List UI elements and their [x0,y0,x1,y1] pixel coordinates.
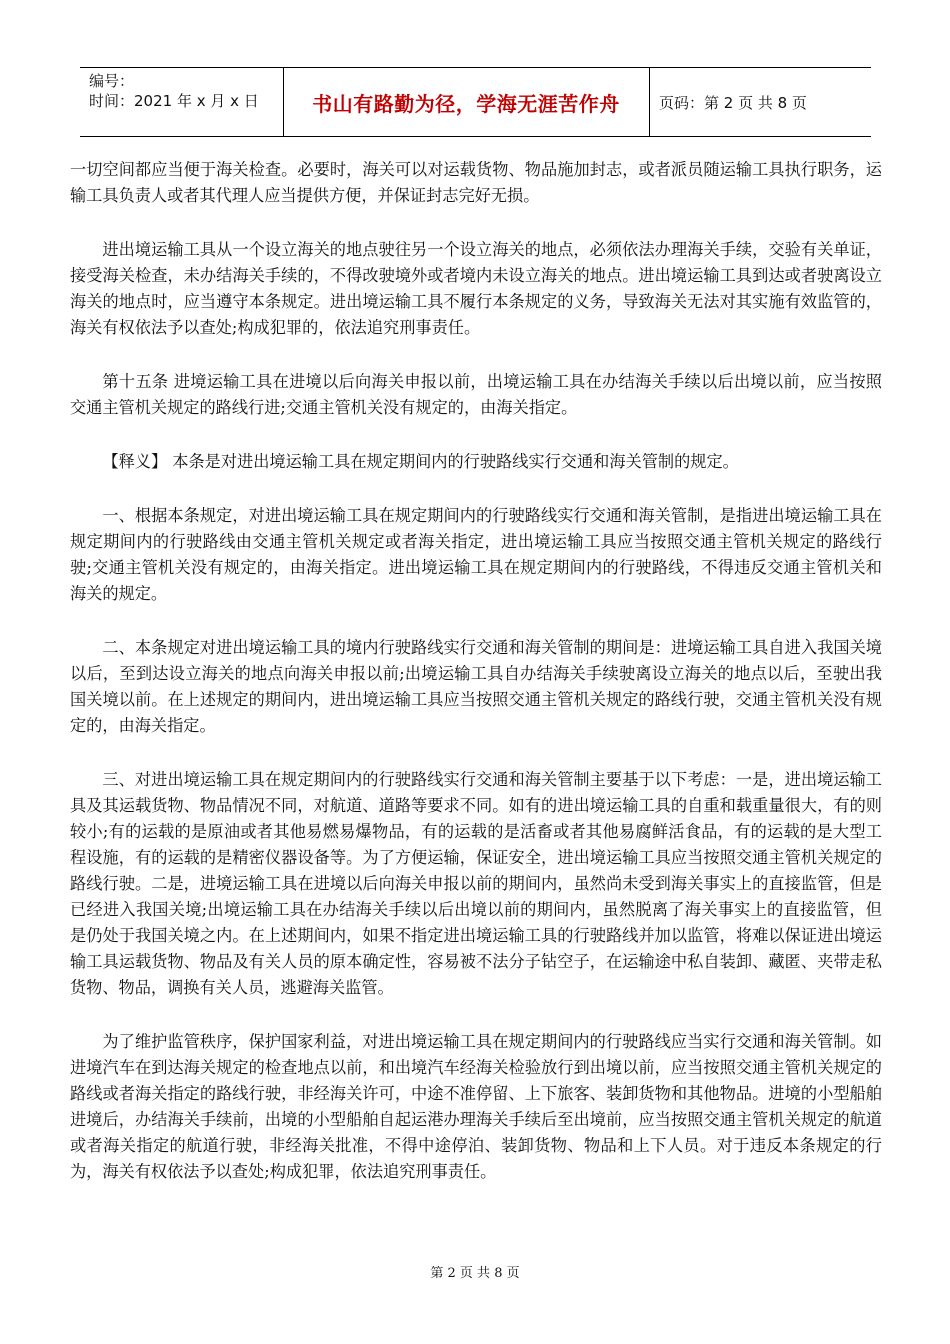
header-motto-cell [283,68,650,136]
paragraph: 二、本条规定对进出境运输工具的境内行驶路线实行交通和海关管制的期间是：进境运输工具自进入我国关境以后，至到达设立海关的地点向海关申报以前;出境运输工具自办结海关手续驶离设立海关的地点以后，至驶出我国关境以前。在上述规定的期间内，进出境运输工具应当按照交通主管机关规定的路线行驶，交通主管机关没有规定的，由海关指定。 [70,638,882,735]
page-header [80,67,871,137]
article-15: 第十五条 进境运输工具在进境以后向海关申报以前，出境运输工具在办结海关手续以后出境以前，应当按照交通主管机关规定的路线行进;交通主管机关没有规定的，由海关指定。 [70,372,882,417]
paragraph: 进出境运输工具从一个设立海关的地点驶往另一个设立海关的地点，必须依法办理海关手续，交验有关单证，接受海关检查，未办结海关手续的，不得改驶境外或者境内未设立海关的地点。进出境运输工具到达或者驶离设立海关的地点时，应当遵守本条规定。进出境运输工具不履行本条规定的义务，导致海关无法对其实施有效监管的，海关有权依法予以查处;构成犯罪的，依法追究刑事责任。 [70,240,882,337]
document-number-label: 编号： [89,72,135,90]
paragraph-continuation: 一切空间都应当便于海关检查。必要时，海关可以对运载货物、物品施加封志，或者派员随运输工具执行职务，运输工具负责人或者其代理人应当提供方便，并保证封志完好无损。 [70,160,882,205]
paragraph: 为了维护监管秩序，保护国家利益，对进出境运输工具在规定期间内的行驶路线应当实行交通和海关管制。如进境汽车在到达海关规定的检查地点以前，和出境汽车经海关检验放行到出境以前，应当按照交通主管机关规定的路线或者海关指定的路线行驶，非经海关许可，中途不准停留、上下旅客、装卸货物和其他物品。进境的小型船舶进境后，办结海关手续前，出境的小型船舶自起运港办理海关手续后至出境前，应当按照交通主管机关规定的航道或者海关指定的航道行驶，非经海关批准，不得中途停泊、装卸货物、物品和上下人员。对于违反本条规定的行为，海关有权依法予以查处;构成犯罪，依法追究刑事责任。 [70,1032,882,1181]
paragraph: 三、对进出境运输工具在规定期间内的行驶路线实行交通和海关管制主要基于以下考虑：一是，进出境运输工具及其运载货物、物品情况不同，对航道、道路等要求不同。如有的进出境运输工具的自重和载重量很大，有的则较小;有的运载的是原油或者其他易燃易爆物品，有的运载的是活畜或者其他易腐鲜活食品，有的运载的是大型工程设施，有的运载的是精密仪器设备等。为了方便运输，保证安全，进出境运输工具应当按照交通主管机关规定的路线行驶。二是，进境运输工具在进境以后向海关申报以前的期间内，虽然尚未受到海关事实上的直接监管，但是已经进入我国关境;出境运输工具在办结海关手续以后出境以前的期间内，虽然脱离了海关事实上的直接监管，但是仍处于我国关境之内。在上述期间内，如果不指定进出境运输工具的行驶路线并加以监管，将难以保证进出境运输工具运载货物、物品及有关人员的原本确定性，容易被不法分子钻空子，在运输途中私自装卸、藏匿、夹带走私货物、物品，调换有关人员，逃避海关监管。 [70,770,882,997]
document-body [70,157,882,1213]
header-page-number: 页码：第 2 页 共 8 页 [659,93,807,112]
document-time-label: 时间：2021 年 x 月 x 日 [89,92,259,110]
interpretation-heading: 【释义】 本条是对进出境运输工具在规定期间内的行驶路线实行交通和海关管制的规定。 [102,452,739,471]
header-meta-cell [80,68,284,136]
paragraph: 一、根据本条规定，对进出境运输工具在规定期间内的行驶路线实行交通和海关管制，是指进出境运输工具在规定期间内的行驶路线由交通主管机关规定或者海关指定，进出境运输工具应当按照交通主管机关规定的路线行驶;交通主管机关没有规定的，由海关指定。进出境运输工具在规定期间内的行驶路线，不得违反交通主管机关和海关的规定。 [70,506,882,603]
header-page-cell [649,68,871,136]
page-footer: 第 2 页 共 8 页 [430,1266,520,1281]
header-motto: 书山有路勤为径，学海无涯苦作舟 [312,91,620,116]
